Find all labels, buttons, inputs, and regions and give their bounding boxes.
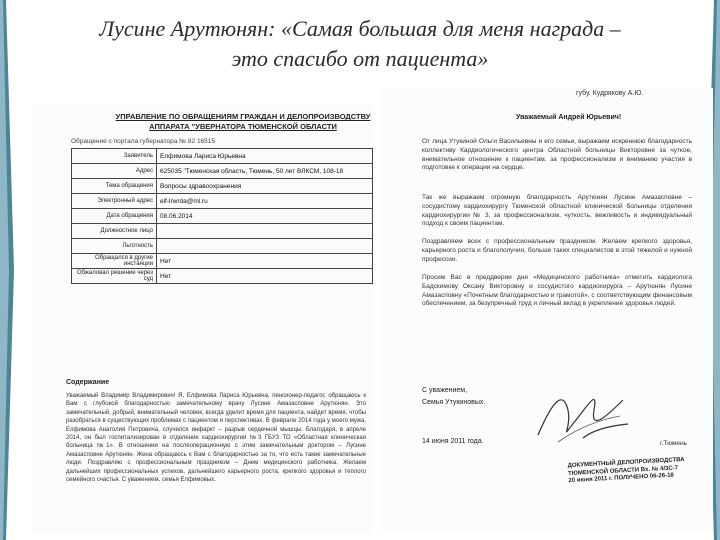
letter-salutation: Уважаемый Андрей Юрьевич! <box>516 114 622 121</box>
right-scanned-letter <box>378 88 713 534</box>
letter-paragraph: Поздравляем всех с профессиональным праздником. Желаем крепкого здоровья, карьерного роста и благополучия, больше таких специалистов в этой тяжелой и нужной профессии. <box>422 238 692 263</box>
row-label: Обжаловал решение через суд <box>72 269 157 284</box>
row-value: Нет <box>157 269 373 284</box>
left-doc-header-line-1: УПРАВЛЕНИЕ ПО ОБРАЩЕНИЯМ ГРАЖДАН И ДЕЛОПРОИЗВОДСТВУ <box>115 112 371 121</box>
signature-icon <box>528 380 638 450</box>
letter-addressee: губу. Кудрякову А.Ю. <box>576 90 644 97</box>
left-doc-body-text: Уважаемый Владимир Владимирович! Я, Елфимова Лариса Юрьевна, пенсионер-педагог, обращаюсь к Вам с глубокой благодарностью замечательному врачу Лусине Амазасповне Арутюнян. Это замечательный, добрый, внимательный человек, всегда уделит время для пациента, найдет время, чтобы разобраться в существующих проблемах с пациентом и перспективах. В феврале 2014 года у моего мужа, Елфимова Анатолия Петровича, случился инфаркт – разрыв сердечной мышцы. Благодаря, в апреле 2014, он был госпитализирован в отделение кардиохирургии №3 ГБУЗ ТО «Областная клиническая больница №1». В отношении на послеоперационную с этим замечательным доктором – Лусине Амазасповне Арутюнян. Жена обращаюсь к Вам с благодарностью за то, что есть такие замечательные люди. Поздравляю с профессиональным праздником – Днем медицинского работника. Желаем дальнейших профессиональных успехов, дальнейшего карьерного роста, крепкого здоровья и теплого семейного счастья. С уважением, семья Елфимовых. <box>66 393 366 484</box>
row-label: Дата обращения <box>72 209 157 224</box>
table-row <box>72 224 373 239</box>
letter-closing-line-1: С уважением, <box>422 387 468 394</box>
slide-title-line-2: это спасибо от пациента» <box>231 46 489 71</box>
row-value <box>157 239 373 254</box>
registration-stamp: ДОКУМЕНТНЫЙ ДЕЛОПРОИЗВОДСТВА ТЮМЕНСКОЙ ОБЛАСТИ Вх. № 4/3С-7 20 июня 2011 г. ПОЛУЧЕНО 06-26-18 <box>567 456 685 485</box>
slide-title <box>20 14 700 74</box>
table-row <box>72 194 373 209</box>
table-row <box>72 254 373 269</box>
left-doc-section-title: Содержание <box>66 379 110 386</box>
letter-paragraph: Так же выражаем огромную благодарность Арутюнян Лусине Амазасповне – сосудистому кардиохирургу Тюменской областной клинической больницы отделения кардиохирургии № 3, за профессионализм, чуткость, вежливость и индивидуальный подход к своим пациентам. <box>422 194 692 228</box>
row-value: Елфимова Лариса Юрьевна <box>157 149 373 164</box>
row-label: Обращался в другие инстанции <box>72 254 157 269</box>
letter-date: 14 июня 2011 года. <box>422 438 484 445</box>
row-value: elf-lrwrdа@ml.ru <box>157 194 373 209</box>
left-scanned-document <box>33 104 373 534</box>
left-doc-header <box>113 112 373 132</box>
left-doc-subtitle: Обращение с портала губернатора № 82 16515 <box>71 138 216 145</box>
row-value: Нет <box>157 254 373 269</box>
row-label: Электронный адрес <box>72 194 157 209</box>
row-value: 08.06.2014 <box>157 209 373 224</box>
table-row <box>72 239 373 254</box>
table-row <box>72 269 373 284</box>
row-label: Адрес <box>72 164 157 179</box>
letter-paragraph: От лица Утукиной Ольги Васильевны и его семьи, выражаем искреннюю благодарность коллективу Кардиологического центра Областной больницы Викторовне за чуткое, внимательное отношение к пациентам, за профессионализм и вниманию участия в подготовке к операции на сердце. <box>422 138 692 172</box>
left-doc-header-line-2: АППАРАТА "УВЕРНАТОРА ТЮМЕНСКОЙ ОБЛАСТИ <box>149 122 337 131</box>
row-value: Вопросы здравоохранения <box>157 179 373 194</box>
letter-paragraph: Просим Вас в преддверии дня «Медицинского работника» отметить кардиолога Бадскимову Оксану Викторовну и сосудистого кардиохирурга – Арутюнян Лусине Амазасповну «Почетным благодарностью и грамотой», с соответствующим финансовым обеспечением, за безупречный труд и личный вклад в укрепление здоровья людей. <box>422 274 692 308</box>
row-label: Заявитель <box>72 149 157 164</box>
letter-closing-line-2: Семья Утукиновых. <box>422 399 486 406</box>
table-row <box>72 164 373 179</box>
left-edge-arrow-icon <box>0 0 14 540</box>
row-label: Тема обращения <box>72 179 157 194</box>
row-label: Должностное лицо <box>72 224 157 239</box>
table-row <box>72 149 373 164</box>
row-value <box>157 224 373 239</box>
table-row <box>72 209 373 224</box>
left-doc-table <box>71 148 373 284</box>
letter-closing <box>422 385 485 409</box>
row-value: 625035 "Тюменская область, Тюмень, 50 лет ВЛКСМ, 108-18 <box>157 164 373 179</box>
row-label: Льготность <box>72 239 157 254</box>
slide-title-line-1: Лусине Арутюнян: «Самая большая для меня награда – <box>99 16 621 41</box>
letter-city: г.Тюмень <box>660 440 687 447</box>
table-row <box>72 179 373 194</box>
